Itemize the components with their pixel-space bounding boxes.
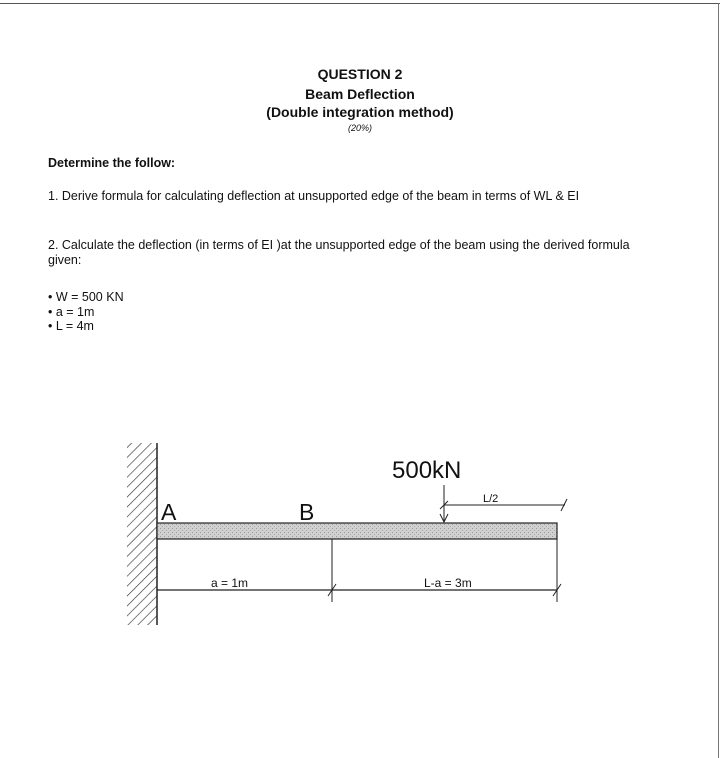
dim-a-label: a = 1m (211, 576, 249, 590)
beam (157, 523, 557, 539)
fixed-support-wall (127, 443, 157, 625)
half-length-label: L/2 (483, 493, 499, 505)
intro-text: Determine the follow: (48, 156, 176, 170)
label-point-a: A (161, 499, 177, 525)
given-w: • W = 500 KN (48, 290, 124, 305)
point-load-arrow (440, 485, 448, 522)
question-item-1: 1. Derive formula for calculating deflection at unsupported edge of the beam in terms of WL & EI (48, 189, 580, 203)
load-label: 500kN (392, 457, 462, 484)
question-weight: (20%) (347, 123, 372, 133)
dim-la-label: L-a = 3m (424, 576, 472, 590)
label-point-b: B (299, 499, 315, 525)
half-length-dimension (440, 499, 567, 511)
question-subtitle: Beam Deflection (305, 86, 415, 102)
question-title: QUESTION 2 (317, 66, 403, 82)
question-method: (Double integration method) (266, 104, 454, 120)
given-a: • a = 1m (48, 305, 124, 320)
given-l: • L = 4m (48, 319, 124, 334)
question-item-2: 2. Calculate the deflection (in terms of EI )at the unsupported edge of the beam using the derived formula given: (48, 238, 630, 267)
